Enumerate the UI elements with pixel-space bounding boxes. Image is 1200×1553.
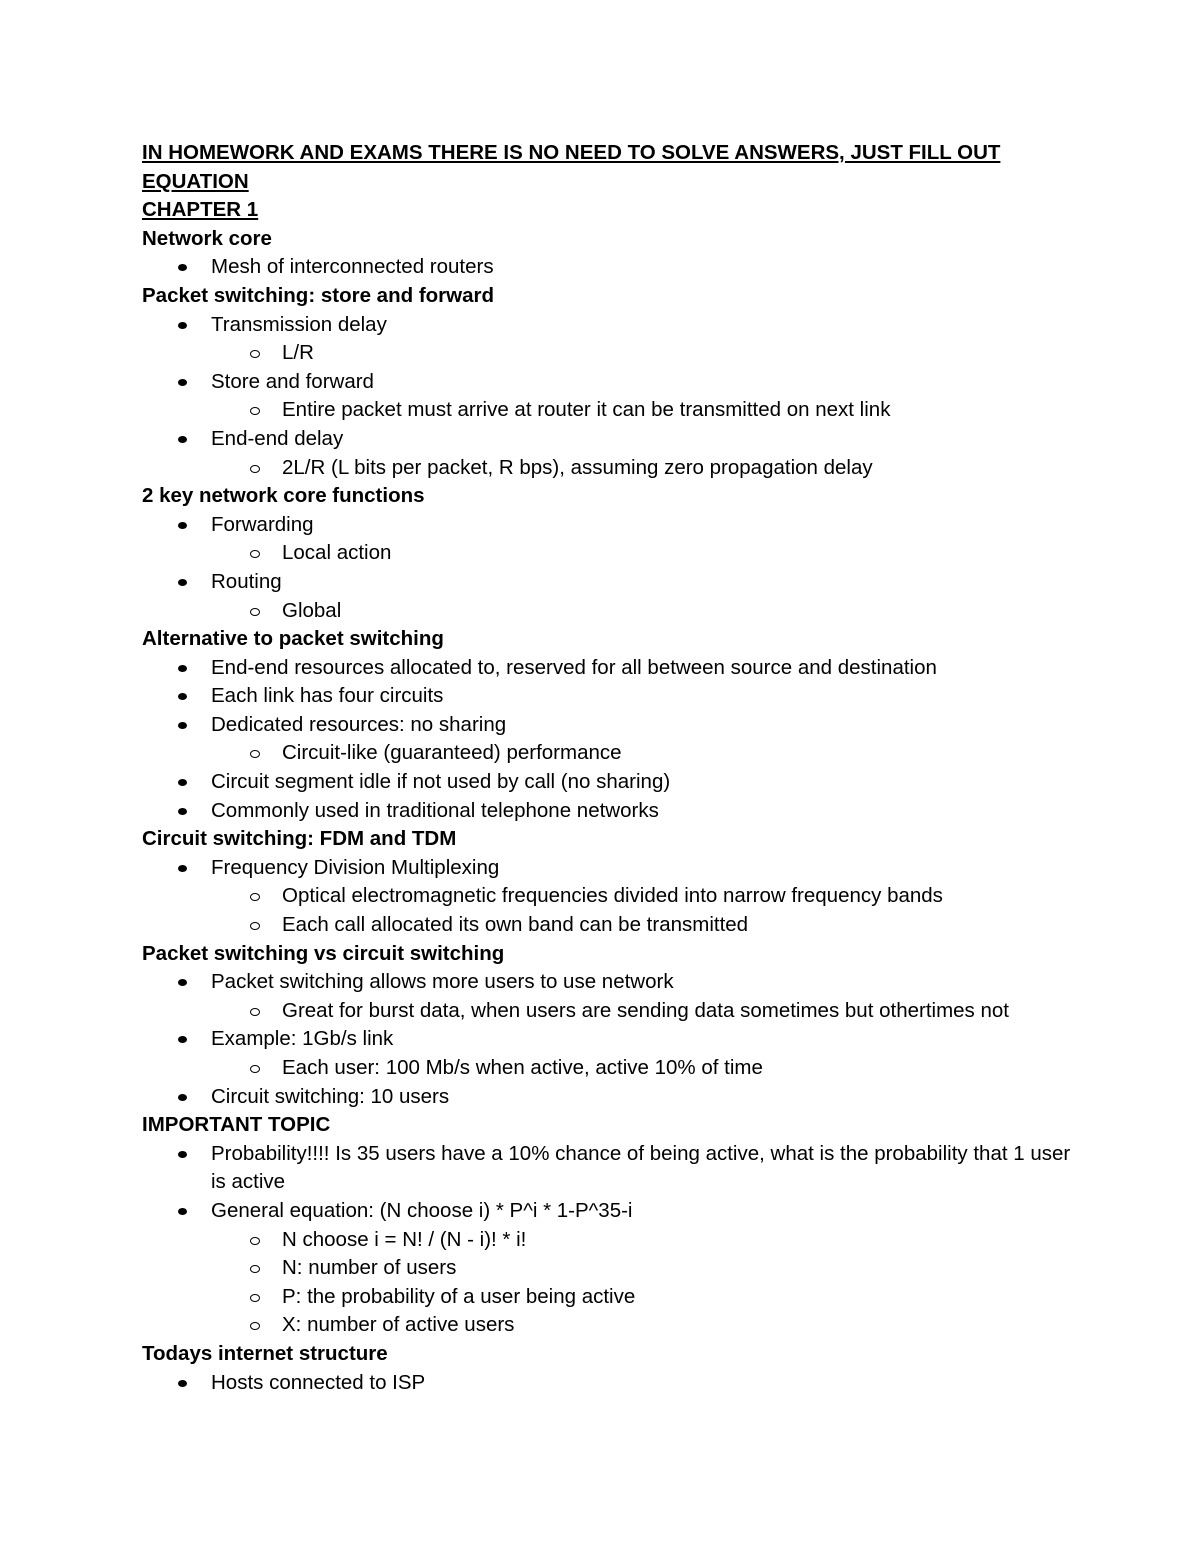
bullet-disc-icon [178,979,187,986]
section-heading: Todays internet structure [142,1341,388,1365]
bullet-circle-icon [250,750,260,758]
bullet-text: Mesh of interconnected routers [211,255,494,279]
sub-bullet-text: Optical electromagnetic frequencies divided into narrow frequency bands [282,884,943,908]
bullet-item [142,368,1072,397]
chapter-title: CHAPTER 1 [142,198,259,222]
bullet-text: Each link has four circuits [211,684,444,708]
section-heading: IMPORTANT TOPIC [142,1113,331,1137]
sub-bullet-text: Local action [282,541,392,565]
sub-bullet-item [142,539,1072,568]
bullet-item [142,968,1072,997]
bullet-text: Probability!!!! Is 35 users have a 10% chance of being active, what is the probability that 1 user is active [211,1141,1071,1194]
sub-bullet-text: Each user: 100 Mb/s when active, active 10% of time [282,1056,763,1079]
banner-note: IN HOMEWORK AND EXAMS THERE IS NO NEED TO SOLVE ANSWERS, JUST FILL OUT EQUATION [142,141,1001,193]
sub-bullet-text: 2L/R (L bits per packet, R bps), assuming zero propagation delay [282,455,873,479]
sub-bullet-text: Global [282,598,342,622]
sub-bullet-item [142,1226,1072,1255]
bullet-disc-icon [178,579,187,586]
sub-bullet-text: Circuit-like (guaranteed) performance [282,741,622,765]
bullet-circle-icon [250,1294,260,1302]
bullet-text: Store and forward [211,369,374,393]
bullet-circle-icon [250,893,260,901]
bullet-disc-icon [178,379,187,386]
bullet-item [142,797,1072,826]
sub-bullet-text: Each call allocated its own band can be transmitted [282,913,749,937]
bullet-circle-icon [250,922,260,930]
sub-bullet-item [142,1283,1072,1312]
bullet-disc-icon [178,693,187,700]
bullet-disc-icon [178,1208,187,1215]
bullet-item [142,1025,1072,1054]
bullet-item [142,711,1072,740]
sub-bullet-item [142,1054,1072,1083]
bullet-text: Routing [211,569,282,593]
notes-body [142,225,1072,1397]
bullet-circle-icon [250,1322,260,1330]
bullet-item [142,568,1072,597]
sub-bullet-item [142,597,1072,626]
section-heading: Alternative to packet switching [142,627,444,651]
sub-bullet-item [142,739,1072,768]
sub-bullet-text: N: number of users [282,1256,457,1280]
bullet-circle-icon [250,550,260,558]
bullet-text: Hosts connected to ISP [211,1370,426,1394]
sub-bullet-item [142,882,1072,911]
bullet-item [142,768,1072,797]
bullet-item [142,1140,1072,1197]
sub-bullet-text: X: number of active users [282,1313,515,1337]
sub-bullet-item [142,997,1072,1026]
bullet-disc-icon [178,865,187,872]
bullet-item [142,1197,1072,1226]
bullet-item [142,1083,1072,1112]
bullet-item [142,425,1072,454]
bullet-item [142,311,1072,340]
sub-bullet-item [142,396,1072,425]
sub-bullet-text: Entire packet must arrive at router it can be transmitted on next link [282,398,891,422]
bullet-disc-icon [178,808,187,815]
bullet-item [142,1369,1072,1398]
bullet-disc-icon [178,522,187,529]
bullet-circle-icon [250,407,260,415]
bullet-disc-icon [178,1151,187,1158]
bullet-circle-icon [250,1065,260,1073]
bullet-text: End-end delay [211,426,344,450]
sub-bullet-text: Great for burst data, when users are sending data sometimes but othertimes not [282,998,1009,1022]
bullet-circle-icon [250,1008,260,1016]
bullet-text: End-end resources allocated to, reserved for all between source and destination [211,655,937,679]
bullet-item [142,511,1072,540]
bullet-disc-icon [178,436,187,443]
sub-bullet-text: N choose i = N! / (N - i)! * i! [282,1227,527,1251]
bullet-text: Circuit switching: 10 users [211,1084,450,1108]
bullet-disc-icon [178,779,187,786]
bullet-disc-icon [178,722,187,729]
bullet-circle-icon [250,350,260,358]
bullet-circle-icon [250,465,260,473]
document-page [142,139,1072,1397]
bullet-text: Frequency Division Multiplexing [211,855,500,879]
bullet-circle-icon [250,608,260,616]
sub-bullet-item [142,1311,1072,1340]
section-heading: Circuit switching: FDM and TDM [142,827,457,851]
bullet-text: Transmission delay [211,312,387,336]
bullet-disc-icon [178,1094,187,1101]
bullet-disc-icon [178,264,187,271]
bullet-text: Dedicated resources: no sharing [211,712,507,736]
bullet-disc-icon [178,1380,187,1387]
section-heading: 2 key network core functions [142,484,425,508]
section-heading: Network core [142,226,272,250]
bullet-item [142,253,1072,282]
sub-bullet-item [142,911,1072,940]
bullet-disc-icon [178,322,187,329]
bullet-text: Packet switching allows more users to use network [211,970,674,994]
bullet-text: Forwarding [211,512,314,536]
bullet-disc-icon [178,1036,187,1043]
section-heading: Packet switching: store and forward [142,283,494,307]
bullet-text: General equation: (N choose i) * P^i * 1-P^35-i [211,1198,633,1222]
bullet-disc-icon [178,665,187,672]
bullet-circle-icon [250,1237,260,1245]
bullet-circle-icon [250,1265,260,1273]
bullet-text: Commonly used in traditional telephone networks [211,798,659,822]
section-heading: Packet switching vs circuit switching [142,941,505,965]
sub-bullet-text: L/R [282,341,314,365]
sub-bullet-item [142,454,1072,483]
sub-bullet-item [142,1254,1072,1283]
bullet-item [142,654,1072,683]
bullet-item [142,682,1072,711]
bullet-text: Example: 1Gb/s link [211,1027,394,1051]
bullet-item [142,854,1072,883]
sub-bullet-item [142,339,1072,368]
sub-bullet-text: P: the probability of a user being active [282,1284,636,1308]
bullet-text: Circuit segment idle if not used by call (no sharing) [211,770,671,794]
